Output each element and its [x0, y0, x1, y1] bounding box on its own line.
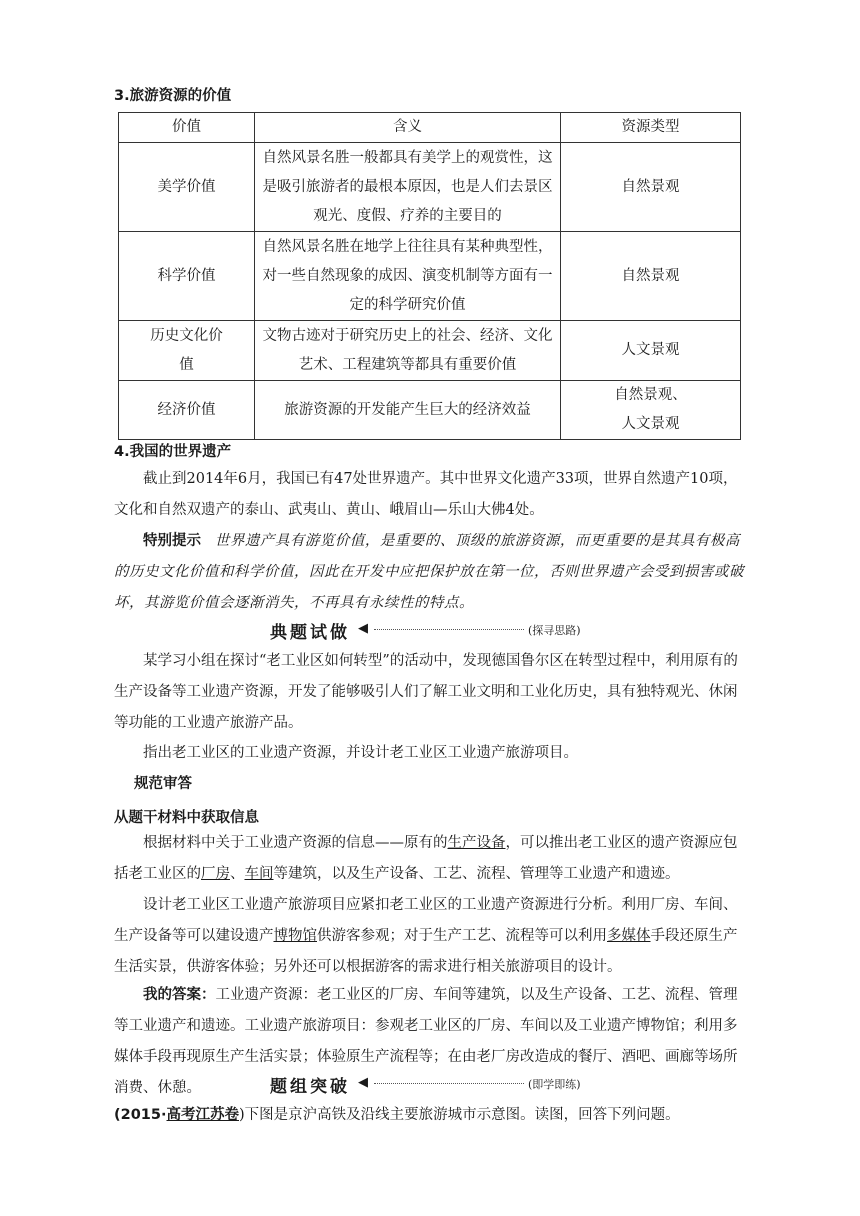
practice-banner-title: 题组突破	[270, 1077, 350, 1097]
info-paragraph-1	[114, 828, 744, 890]
text-span: 设计老工业区工业遗产旅游项目应紧扣老工业区的工业遗产资源进行分析。利用厂房、车间、生产设备等可以建设遗产	[114, 897, 738, 944]
type-cell: 自然景观	[561, 232, 741, 321]
text-span: 等建筑，以及生产设备、工艺、流程、管理等工业遗产和遗迹。	[273, 866, 680, 882]
banner-divider	[374, 1083, 524, 1084]
meaning-cell: 文物古迹对于研究历史上的社会、经济、文化艺术、工程建筑等都具有重要价值	[255, 321, 561, 381]
example-question: 指出老工业区的工业遗产资源，并设计老工业区工业遗产旅游项目。	[143, 745, 578, 761]
info-heading: 从题干材料中获取信息	[114, 810, 259, 826]
table-header-cell: 价值	[119, 113, 255, 143]
banner-divider	[374, 629, 524, 630]
special-tip-text: 世界遗产具有游览价值，是重要的、顶级的旅游资源，而更重要的是其具有极高的历史文化价值和科学价值，因此在开发中应把保护放在第一位，否则世界遗产会受到损害或破坏，其游览价值会逐渐消失，不再具有永续性的特点。	[114, 533, 744, 611]
underlined-term: 车间	[244, 866, 274, 882]
my-answer-label: 我的答案：	[143, 987, 216, 1003]
meaning-cell: 自然风景名胜在地学上往往具有某种典型性，对一些自然现象的成因、演变机制等方面有一定的科学研究价值	[255, 232, 561, 321]
example-banner-title: 典题试做	[270, 623, 350, 643]
example-banner	[270, 618, 620, 642]
table-header-row	[119, 113, 741, 143]
source-link[interactable]: 高考江苏卷	[166, 1107, 239, 1123]
special-tip-label: 特别提示	[143, 533, 201, 549]
table-row	[119, 321, 741, 381]
underlined-term: 生产设备	[447, 835, 506, 851]
type-cell: 自然景观	[561, 143, 741, 232]
table-row	[119, 381, 741, 440]
special-tip-paragraph	[114, 526, 744, 619]
meaning-cell: 自然风景名胜一般都具有美学上的观赏性，这是吸引旅游者的最根本原因，也是人们去景区观光、度假、疗养的主要目的	[255, 143, 561, 232]
value-cell: 科学价值	[119, 232, 255, 321]
tourism-value-table	[118, 112, 741, 440]
value-cell: 经济价值	[119, 381, 255, 440]
value-cell: 历史文化价值	[119, 321, 255, 381]
arrow-left-icon: ◀	[358, 621, 368, 636]
practice-banner	[270, 1072, 620, 1096]
table-row	[119, 143, 741, 232]
question-text: )下图是京沪高铁及沿线主要旅游城市示意图。读图，回答下列问题。	[239, 1107, 680, 1123]
practice-banner-note: (即学即练)	[528, 1078, 581, 1091]
example-banner-note: (探寻思路)	[528, 624, 581, 637]
table-header-cell: 资源类型	[561, 113, 741, 143]
text-span: 根据材料中关于工业遗产资源的信息——原有的	[143, 835, 448, 851]
underlined-term: 厂房	[201, 866, 230, 882]
practice-question	[114, 1100, 744, 1131]
type-cell: 人文景观	[561, 321, 741, 381]
text-span: 手段还原生产生活实景，供游客体验；另外还可以根据游客的需求进行相关旅游项目的设计。	[114, 928, 738, 975]
section-3-heading: 3.旅游资源的价值	[114, 88, 232, 104]
underlined-term: 多媒体	[607, 928, 651, 944]
table-header-cell: 含义	[255, 113, 561, 143]
underlined-term: 博物馆	[273, 928, 317, 944]
arrow-left-icon: ◀	[358, 1075, 368, 1090]
type-cell: 自然景观、人文景观	[561, 381, 741, 440]
text-span: 供游客参观；对于生产工艺、流程等可以利用	[317, 928, 607, 944]
text-span: ，可以推出老工业区的遗产资源应包括老工业区的	[114, 835, 738, 882]
text-span: 、	[230, 866, 245, 882]
info-paragraph-2	[114, 890, 744, 983]
value-cell: 美学价值	[119, 143, 255, 232]
source-prefix: (2015·	[114, 1107, 167, 1123]
table-row	[119, 232, 741, 321]
world-heritage-paragraph: 截止到2014年6月，我国已有47处世界遗产。其中世界文化遗产33项，世界自然遗产10项，文化和自然双遗产的泰山、武夷山、黄山、峨眉山—乐山大佛4处。	[114, 471, 738, 518]
standard-answer-heading: 规范审答	[134, 776, 192, 792]
example-material: 某学习小组在探讨“老工业区如何转型”的活动中，发现德国鲁尔区在转型过程中，利用原有的生产设备等工业遗产资源，开发了能够吸引人们了解工业文明和工业化历史，具有独特观光、休闲等功能的工业遗产旅游产品。	[114, 653, 738, 731]
section-4-heading: 4.我国的世界遗产	[114, 444, 232, 460]
meaning-cell: 旅游资源的开发能产生巨大的经济效益	[255, 381, 561, 440]
my-answer-text: 工业遗产资源：老工业区的厂房、车间等建筑，以及生产设备、工艺、流程、管理等工业遗产和遗迹。工业遗产旅游项目：参观老工业区的厂房、车间以及工业遗产博物馆；利用多媒体手段再现原生产生活实景；体验原生产流程等；在由老厂房改造成的餐厅、酒吧、画廊等场所消费、休憩。	[114, 987, 738, 1096]
